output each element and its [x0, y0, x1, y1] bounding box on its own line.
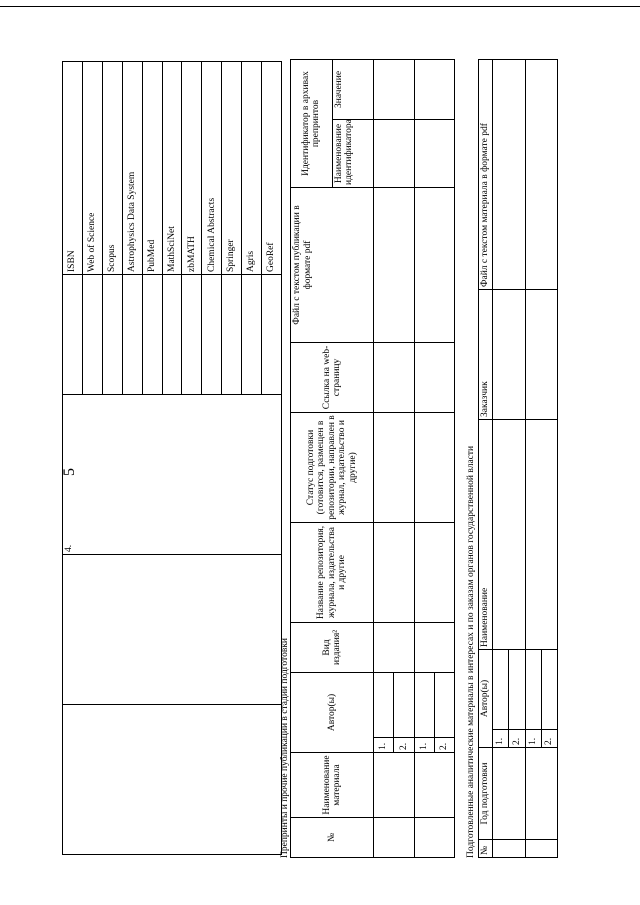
- an-author-num: 2.: [541, 730, 557, 748]
- pp-h-type: Вид издания²: [291, 622, 374, 672]
- pp-author-num: 2.: [434, 738, 454, 753]
- analytics-table: [478, 60, 558, 858]
- top-rule: [0, 6, 640, 7]
- preprints-caption: [280, 638, 290, 858]
- table-row: [493, 59, 509, 857]
- db-wos: Web of Science: [82, 62, 102, 275]
- db-ads: Astrophysics Data System: [122, 62, 142, 275]
- analytics-header-row: [479, 59, 493, 857]
- preprints-caption-text: Препринты и прочие публикации в стадии подготовки: [280, 637, 290, 858]
- table-row: [374, 59, 394, 857]
- an-author-num: 2.: [509, 730, 525, 748]
- an-h-pdf: Файл с текстом материала в формате pdf: [479, 59, 493, 289]
- pp-h-pdf: Файл с текстом публикации в формате pdf: [291, 187, 374, 342]
- db-mathscinet: MathSciNet: [162, 62, 182, 275]
- pp-h-num: №: [291, 818, 374, 858]
- an-h-name: Наименование: [479, 419, 493, 649]
- db-springer: Springer: [222, 62, 242, 275]
- pp-h-authors: Автор(ы): [291, 672, 374, 752]
- pp-h-repo: Название репозитория, журнала, издательства и другие: [291, 522, 374, 622]
- pp-author-num: 1.: [414, 738, 434, 753]
- pp-h-id-name: Наименование идентификатора: [332, 119, 374, 187]
- page-number-text: 5: [61, 468, 78, 476]
- db-isbn: ISBN: [63, 62, 83, 275]
- db-agris: Agris: [242, 62, 262, 275]
- table-row: [525, 59, 541, 857]
- an-author-num: 1.: [493, 730, 509, 748]
- pp-h-link: Ссылка на web-страницу: [291, 342, 374, 412]
- db-zbmath: zbMATH: [182, 62, 202, 275]
- an-h-year: Год подготовки: [479, 748, 493, 840]
- table-row: [414, 59, 434, 857]
- an-h-authors: Автор(ы): [479, 649, 493, 747]
- an-h-customer: Заказчик: [479, 289, 493, 419]
- row-number: 4.: [63, 395, 282, 555]
- db-chemical-abstracts: Chemical Abstracts: [202, 62, 222, 275]
- pp-h-status: Статус подготовки (готовится, размещен в репозитории, направлен в журнал, издательство и другие): [291, 412, 374, 522]
- preprints-table: [290, 60, 455, 858]
- pp-h-archive: Идентификатор в архивах препринтов: [291, 59, 333, 187]
- pp-author-num: 1.: [374, 738, 394, 753]
- db-scopus: Scopus: [102, 62, 122, 275]
- an-author-num: 1.: [525, 730, 541, 748]
- an-h-num: №: [479, 840, 493, 858]
- pp-author-num: 2.: [394, 738, 414, 753]
- db-georef: GeoRef: [262, 62, 282, 275]
- db-pubmed: PubMed: [142, 62, 162, 275]
- analytics-caption-text: Подготовленные аналитические материалы в интересах и по заказам органов государственной власти: [466, 445, 476, 858]
- analytics-caption: [466, 446, 476, 858]
- pp-h-id-value: Значение: [332, 59, 374, 119]
- top-table: [62, 62, 282, 855]
- preprints-header-row: [291, 59, 333, 857]
- pp-h-name: Наименование материала: [291, 753, 374, 818]
- top-table-row-1: [63, 62, 83, 855]
